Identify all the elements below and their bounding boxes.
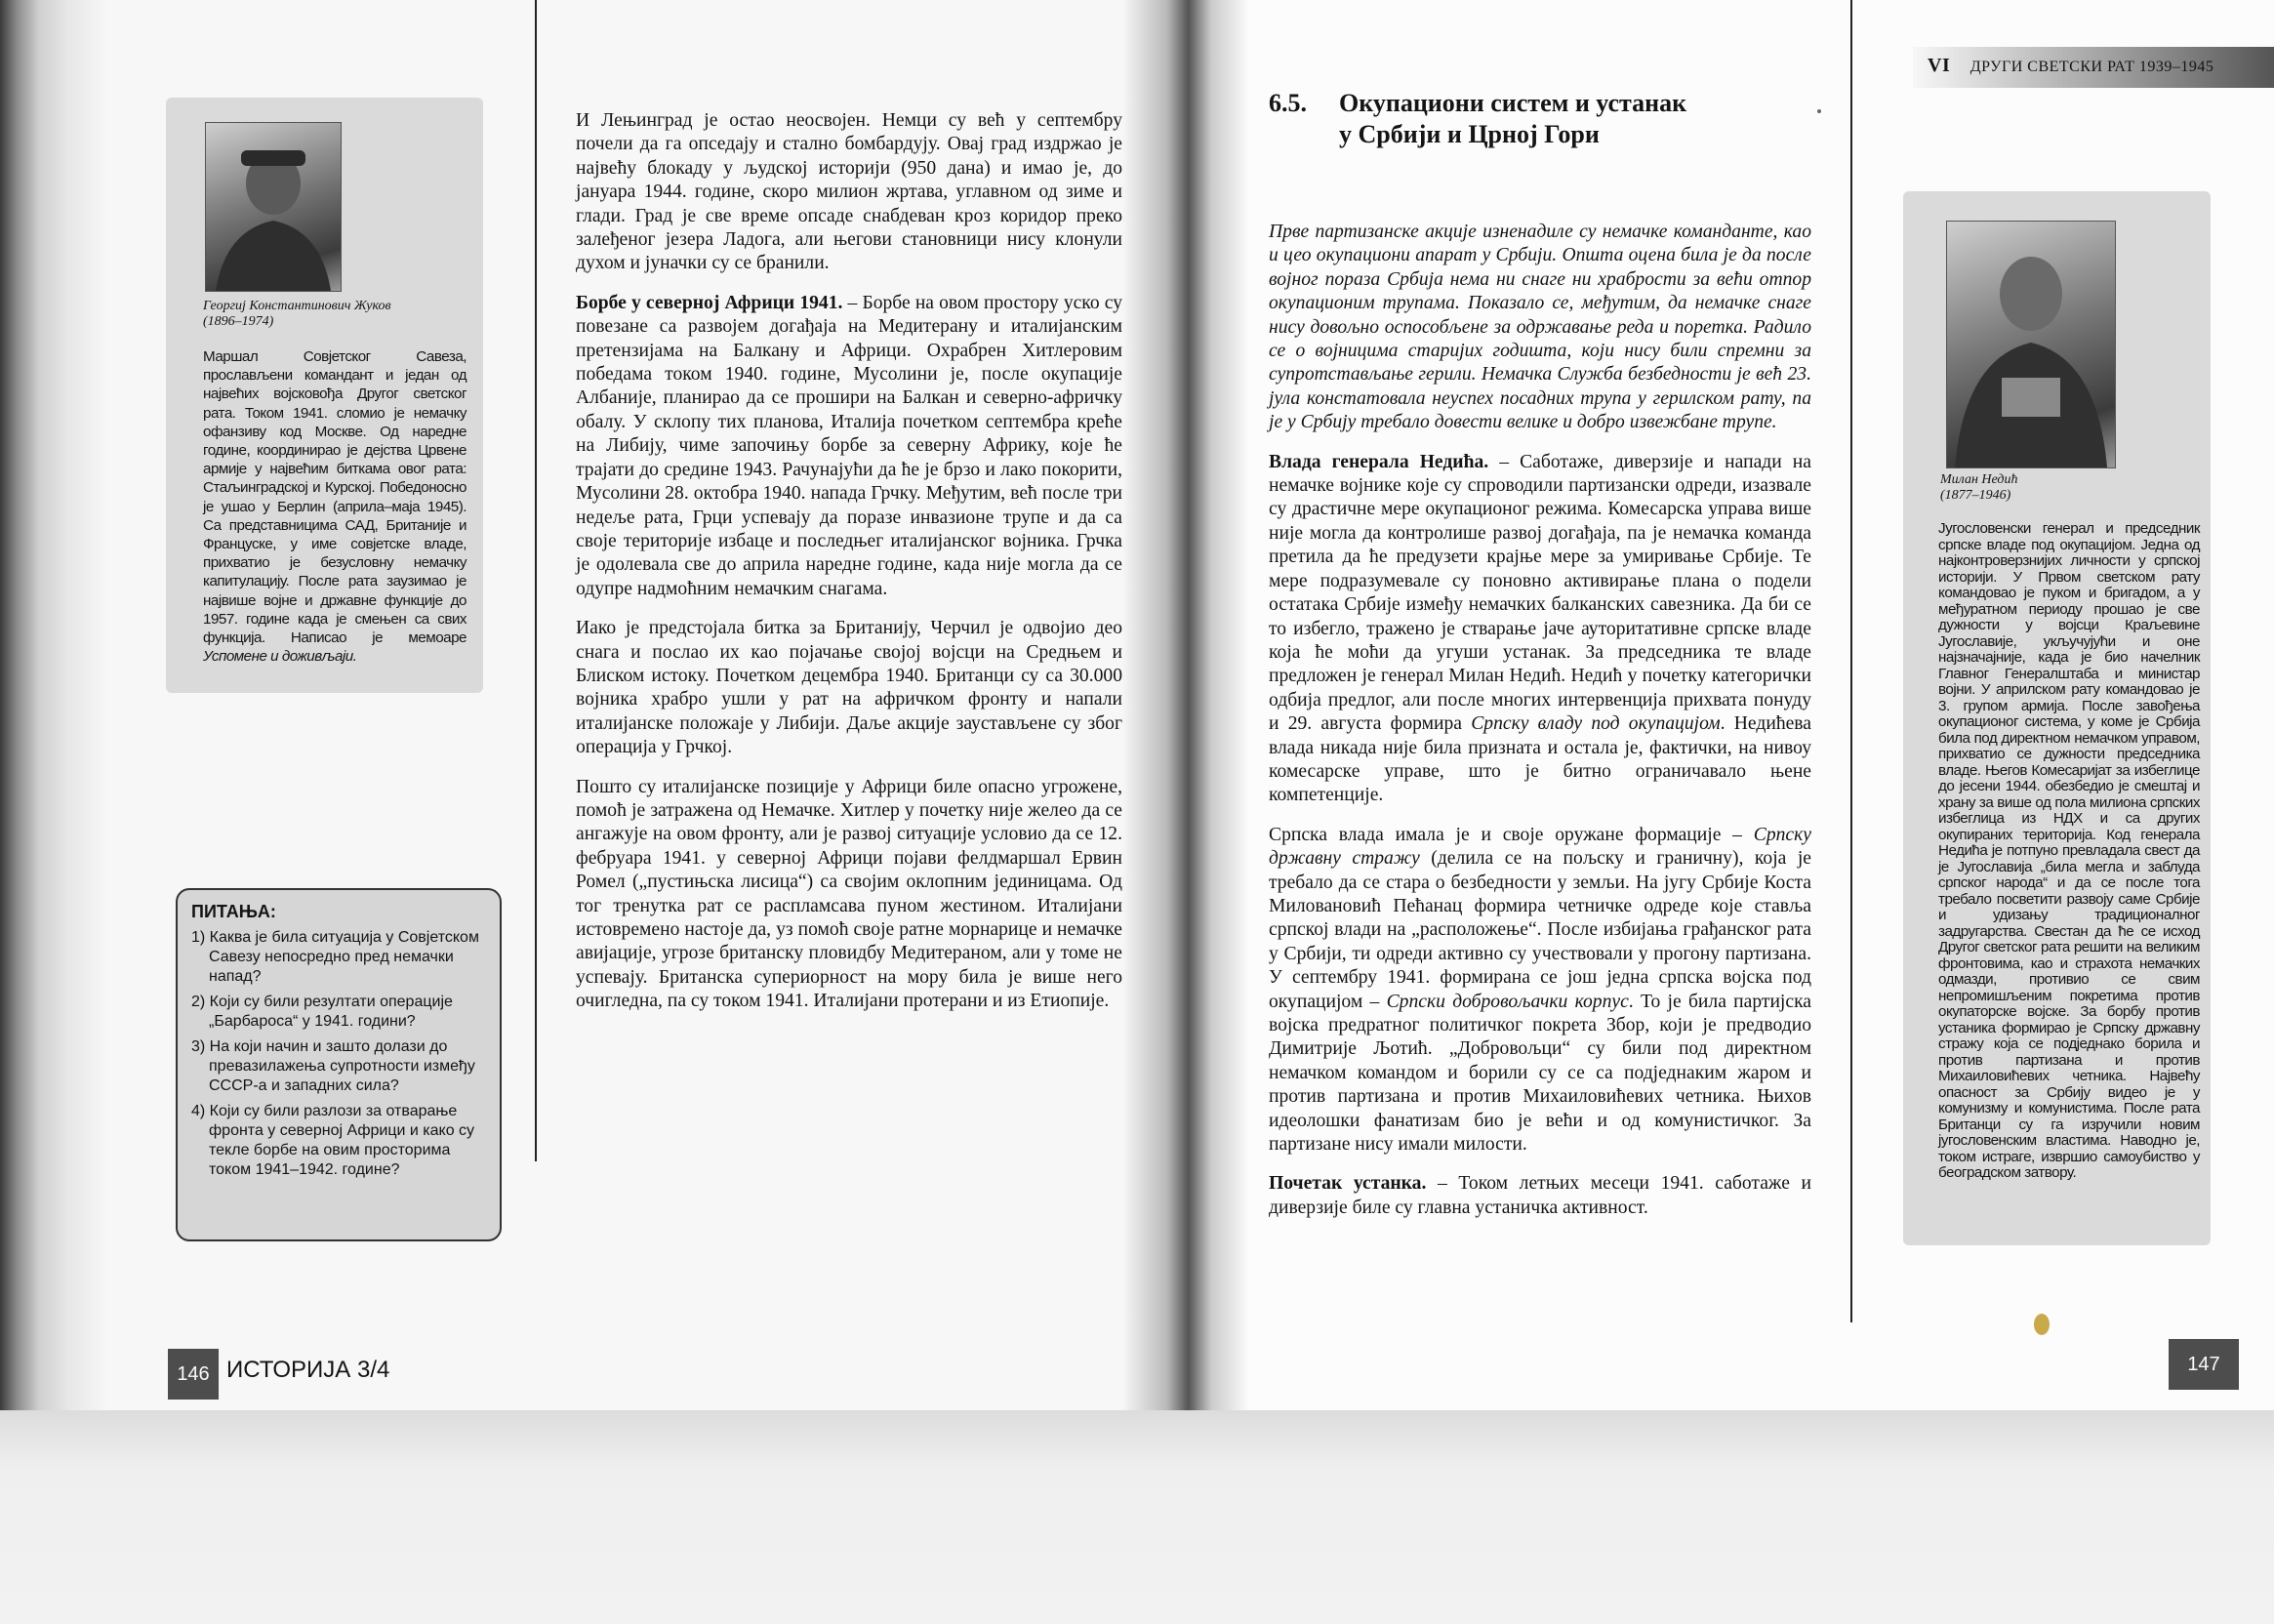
zhukov-memoir-title: Успомене и доживљаји. (203, 648, 357, 666)
soldier-portrait-icon (206, 123, 341, 291)
question-item: 2) Који су били резултати операције „Барбароса“ у 1941. години? (191, 994, 453, 1030)
paper-speck (1817, 109, 1821, 113)
serbian-government-term: Српску владу под окупацијом (1471, 713, 1721, 735)
uprising-heading: Почетак устанка. (1269, 1173, 1427, 1195)
nedic-bio: Југословенски генерал и председник српске владе под окупацијом. Једна од најконтроверзнијих личности у српској историји. У Првом светском рату командовао је пуком и бригадом, а у међуратном периоду прошао је све дужности у војсци Краљевине Југославије, укључујући и оне најзначајније, када је био начелник Главног Генералштаба и министар војни. У априлском рату командовао је 3. групом армија. После завођења окупационог система, у коме је Србија била под директном немачком управом, прихватио се дужности председника владе. Његов Комесаријат за избеглице до јесени 1944. обезбедио је смештај и храну за више од пола милиона српских избеглица из НДХ и са других окупираних територија. Код генерала Недића је потпуно превладала свест да је Југославија „била мегла и заблуда српског народа“ и да се после тога требало посветити развоју саме Србије и удизању традиционалног задругарства. Свестан да ће се исход Другог светског рата решити на великим фронтовима, као и страхота немачких одмазди, противио се свим непромишљеним покретима против окупаторске војске. За борбу против устаника формирао је Српску државну стражу која се подједнако борила и против партизана и против Михаиловићевих четника. Највећу опасност за Србију видео је у комунизму и комунистима. После рата Британци су га изручили новим југословенским властима. Наводно је, током истраге, извршио самоубиство у београдском затвору. (1938, 520, 2200, 1181)
page-number-left: 146 (168, 1349, 219, 1400)
paper-stain (2034, 1314, 2050, 1335)
churchill-paragraph: Иако је предстојала битка за Британију, Черчил је одвојио део снага и послао их као појачање својој војсци на Средњем и Блиском истоку. Почетком децембра 1940. Британци су са 30.000 војника храбро ушли у рат на афричком фронту и напали италијанске положаје у Либији. Даље акције заустављене су због операција у Грчкој. (576, 618, 1122, 758)
right-main-column (1269, 221, 1811, 1236)
section-heading (1269, 88, 1737, 150)
page-number-right: 147 (2169, 1339, 2239, 1390)
chapter-title: ДРУГИ СВЕТСКИ РАТ 1939–1945 (1969, 59, 2214, 75)
section-title-line-2: у Србији и Црној Гори (1339, 120, 1600, 148)
left-page-edge (0, 0, 107, 1410)
zhukov-portrait (205, 122, 342, 292)
nedic-government-heading: Влада генерала Недића. (1269, 451, 1489, 472)
zhukov-years: (1896–1974) (203, 314, 274, 329)
zhukov-bio (203, 347, 467, 666)
nedic-name: Милан Недић (1940, 472, 2018, 487)
nedic-government-end: . Недићева влада никада није била призната и остала је, фактички, на нивоу комесарске управе, што је битно ограничавало њене компетенције. (1269, 713, 1812, 806)
book-title: ИСТОРИЈА 3/4 (226, 1357, 390, 1383)
scanner-bed (0, 1410, 2274, 1624)
rommel-paragraph: Пошто су италијанске позиције у Африци биле опасно угрожене, помоћ је затражена од Немачке. Хитлер у почетку није желео да се ангажује на овом фронту, али је развој ситуације условио да се 12. фебруара 1941. у северној Африци појави фелдмаршал Ервин Ромел („пустињска лисица“) са својим оклопним јединицама. Од тог тренутка рат се распламсава пуном жестином. Италијани истовремено настоје да, уз помоћ своје ратне морнарице и немачке авијације, угрозе британску пловидбу Медитераном, али у томе не успевају. Британска супериорност на мору била је више него очигледна, па су током 1941. Италијани протерани и из Етиопије. (576, 776, 1122, 1012)
section-number: 6.5. (1269, 89, 1307, 117)
leningrad-paragraph: И Лењинград је остао неосвојен. Немци су већ у септембру почели да га опседају и стално бомбардују. Овај град издржао је највећу блокаду у људској историји (950 дана) и имао је, до јануара 1944. године, скоро милион жртава, углавном од зиме и глади. Град је све време опсаде снабдеван кроз коридор преко залеђеног језера Ладога, али његови становници нису клонули духом и јуначки су се бранили. (576, 110, 1122, 274)
uprising-text: – Током летњих месеци 1941. саботаже и диверзије биле су главна устаничка активност. (1269, 1173, 1811, 1218)
general-portrait-icon (1947, 222, 2115, 467)
north-africa-paragraph (576, 292, 1122, 601)
north-africa-text: – Борбе на овом простору уско су повезане са развојем догађаја на Медитерану и италијанским претензијама на Балкану и Африци. Охрабрен Хитлеровим победама током 1940. године, Мусолини је, после окупације Албаније, планирао да се прошири на Балкан и северно-афричку обалу. У склопу тих планова, Италија почетком септембра креће на Либију, чиме започињу борбе за северну Африку, које ће трајати до средине 1943. Рачунајући да ће је брзо и лако покорити, Мусолини 28. октобра 1940. напада Грчку. Међутим, већ после три недеље рата, Грци успевају да поразе инвазионе трупе и да са своје територије избаце и последњег италијанског војника. Грчка је одолевала све до априла наредне године, када није могла да се одупре надмоћним немачким снагама. (576, 292, 1122, 599)
question-item: 4) Који су били разлози за отварање фронта у северној Африци и како су текле борбе на овим просторима током 1941–1942. године? (191, 1103, 475, 1178)
uprising-paragraph (1269, 1172, 1811, 1220)
questions-box (176, 888, 502, 1241)
lead-paragraph: Прве партизанске акције изненадиле су немачке команданте, као и цео окупациони апарат у Србији. Општа оцена била је да после војног пораза Србија нема ни снаге ни храбрости за већи отпор окупационим трупама. Показало се, међутим, да немачке снаге нису довољно оспособљене за одржавање реда и поретка. Радило се о војницима старијих годишта, који нису били спремни за супротстављање герили. Немачка Служба безбедности је већ 23. јула констатовала неуспех посадних трупа у герилском рату, па је у Србију требало довести велике и добро извежбане трупе. (1269, 222, 1811, 433)
running-header (1928, 55, 2213, 77)
left-main-column (576, 109, 1122, 1030)
state-guard-term: Српску државну стражу (1269, 824, 1811, 870)
nedic-caption (1940, 472, 2174, 504)
nedic-government-paragraph (1269, 451, 1811, 808)
volunteer-corps-term: Српски добровољачки корпус (1386, 991, 1629, 1012)
nedic-portrait (1946, 221, 2116, 468)
nedic-years: (1877–1946) (1940, 488, 2011, 503)
north-africa-heading: Борбе у северној Африци 1941. (576, 292, 843, 313)
armed-formations-end: . То је била партијска војска предратног политичког покрета Збор, који је предводио Димитрије Љотић. „Добровољци“ су били под директном немачком командом и борили су се са подједнаким жаром и против партизана и против Михаиловићевих четника. Њихов идеолошки фанатизам био је већи и од комунистичког. За партизане нису имали милости. (1269, 991, 1811, 1156)
zhukov-bio-text: Маршал Совјетског Савеза, прослављени командант и један од највећих војсковођа Другог светског рата. Током 1941. сломио је немачку офанзиву код Москве. Од наредне године, координирао је дејства Црвене армије у највећим биткама овог рата: Стаљинградској и Курској. Победоносно је ушао у Берлин (априла–маја 1945). Са представницима САД, Британије и Француске, у име совјетске владе, прихватио је безусловну немачку капитулацију. После рата заузимао је највише војне и државне функције до 1957. године када је смењен са свих функција. Написао је мемоаре (203, 348, 467, 647)
armed-formations-paragraph (1269, 824, 1811, 1157)
questions-list (191, 928, 486, 1180)
question-item: 3) На који начин и зашто долази до превазилажења супротности између СССР-а и западних сила? (191, 1038, 475, 1094)
question-item: 1) Каква је била ситуација у Совјетском Савезу непосредно пред немачки напад? (191, 929, 479, 985)
right-column-rule (1850, 0, 1852, 1322)
chapter-roman-numeral: VI (1928, 55, 1951, 76)
questions-title: ПИТАЊА: (191, 902, 276, 921)
armed-formations-mid: (делила се на пољску и граничну), која је требало да се стара о безбедности у земљи. На југу Србије Коста Миловановић Пећанац формира четничке одреде које ставља српској влади на „расположење“. После избијања грађанског рата у Србији, ти одреди активно су учествовали у прогону партизана. У септембру 1941. формирана се још једна српска војска под окупацијом – (1269, 848, 1811, 1012)
zhukov-name: Георгиј Константинович Жуков (203, 299, 391, 313)
zhukov-caption (203, 299, 467, 330)
left-column-rule (535, 0, 537, 1161)
armed-formations-start: Српска влада имала је и своје оружане формације – (1269, 824, 1754, 845)
nedic-government-text: – Саботаже, диверзије и напади на немачке војнике које су спроводили партизански одреди, изазвале су драстичне мере окупационог режима. Комесарска управа више није могла да контролише развој догађаја, па је немачка команда претила да ће предузети крајње мере за умиривање Србије. Те мере подразумевале су поновно активирање плана о подели остатака Србије између немачких балканских савезника. Да би се то избегло, тражено је стварање јаче ауторитативне српске владе која ће моћи да угуши устанак. За председника те владе предложен је генерал Милан Недић. Недић у почетку категорички одбија предлог, али после многих интервенција прихвата понуду и 29. августа формира (1269, 451, 1811, 735)
book-spine-shadow (1122, 0, 1249, 1415)
section-title-line-1: Окупациони систем и устанак (1339, 89, 1687, 117)
